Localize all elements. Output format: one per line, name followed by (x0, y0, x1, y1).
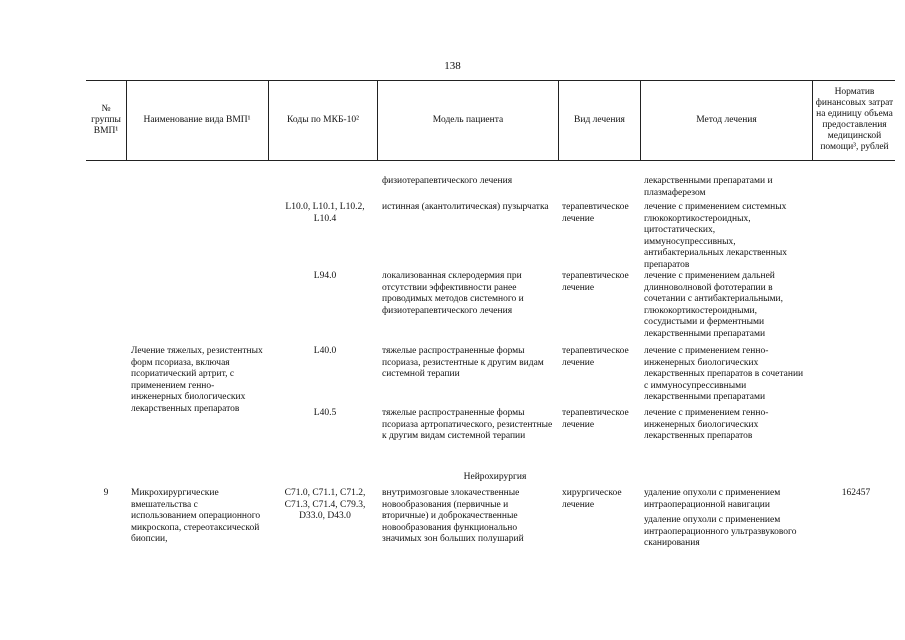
treatment-type-cell: терапевтическое лечение (562, 346, 629, 368)
icd-codes-cell: L10.0, L10.1, L10.2, L10.4 (285, 202, 365, 224)
header-divider (377, 80, 378, 160)
header-patient-model: Модель пациента (432, 114, 504, 125)
header-divider (126, 80, 127, 160)
treatment-type-cell: терапевтическое лечение (562, 202, 629, 224)
treatment-method-cell: лечение с применением системных глюкокортикостероидных, цитостатических, иммуносупрессивных, антибактериальных лекарственных препаратов (644, 202, 787, 270)
header-treatment-type: Вид лечения (574, 114, 625, 125)
vmp-name-cell: Лечение тяжелых, резистентных форм псориаза, включая псориатический артрит, с применением генно-инженерных биологических лекарственных препаратов (131, 346, 263, 414)
treatment-method-cell: удаление опухоли с применением интраоперационной навигации (644, 488, 781, 510)
page-number: 138 (444, 60, 461, 72)
cost-norm-cell: 162457 (841, 488, 871, 498)
treatment-type-cell: хирургическое лечение (562, 488, 622, 510)
header-group-number: № группы ВМП¹ (91, 103, 121, 136)
header-vmp-name: Наименование вида ВМП¹ (143, 114, 251, 125)
treatment-method-cell: лечение с применением дальней длинноволновой фототерапии в сочетании с антибактериальными, глюкокортикостероидными, сосудистыми и ферментными лекарственными препаратами (644, 271, 784, 339)
treatment-type-cell: терапевтическое лечение (562, 271, 629, 293)
section-title: Нейрохирургия (463, 472, 527, 482)
header-divider (640, 80, 641, 160)
patient-model-cell: локализованная склеродермия при отсутствии эффективности ранее проводимых методов системного и физиотерапевтического лечения (382, 271, 524, 316)
header-divider (268, 80, 269, 160)
group-number-cell: 9 (103, 488, 109, 498)
icd-codes-cell: L40.0 (313, 346, 337, 356)
patient-model-cell: тяжелые распространенные формы псориаза артропатического, резистентные к другим видам системной терапии (382, 408, 553, 441)
patient-model-cell: тяжелые распространенные формы псориаза, резистентные к другим видам системной терапии (382, 346, 544, 379)
header-divider (812, 80, 813, 160)
treatment-method-cell: лечение с применением генно-инженерных биологических лекарственных препаратов в сочетании с иммуносупрессивными лекарственными препаратами (644, 346, 804, 402)
header-divider (558, 80, 559, 160)
icd-codes-cell: C71.0, C71.1, C71.2, C71.3, C71.4, C79.3, D33.0, D43.0 (284, 488, 366, 521)
header-cost-norm: Норматив финансовых затрат на единицу объема предоставления медицинской помощи³, рублей (815, 87, 894, 152)
treatment-method-cell: лекарственными препаратами и плазмаферезом (644, 176, 773, 198)
treatment-method-cell: лечение с применением генно-инженерных биологических лекарственных препаратов (644, 408, 769, 441)
patient-model-cell: внутримозговые злокачественные новообразования (первичные и вторичные) и доброкачественные новообразования функционально значимых зон больших полушарий (382, 488, 524, 544)
header-bottom-rule (86, 160, 895, 161)
patient-model-cell: физиотерапевтического лечения (382, 176, 513, 186)
header-treatment-method: Метод лечения (696, 114, 757, 125)
vmp-name-cell: Микрохирургические вмешательства с использованием операционного микроскопа, стереотаксической биопсии, (131, 488, 261, 544)
patient-model-cell: истинная (акантолитическая) пузырчатка (382, 202, 549, 212)
icd-codes-cell: L40.5 (313, 408, 337, 418)
treatment-type-cell: терапевтическое лечение (562, 408, 629, 430)
icd-codes-cell: L94.0 (313, 271, 337, 281)
treatment-method-cell: удаление опухоли с применением интраоперационного ультразвукового сканирования (644, 515, 797, 548)
header-icd-codes: Коды по МКБ-10² (287, 114, 359, 125)
